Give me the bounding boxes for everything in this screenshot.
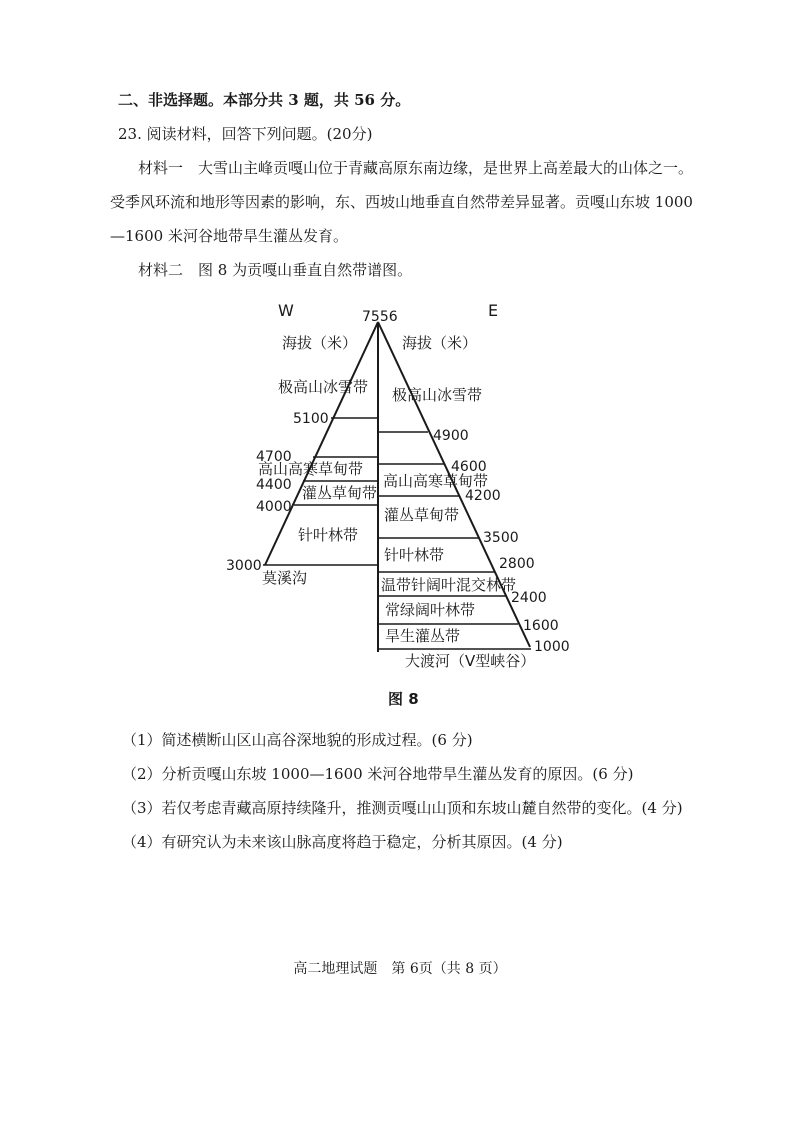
east-zone-shrub-meadow: 灌丛草甸带 <box>384 506 460 524</box>
sub-question-4: （4）有研究认为未来该山脉高度将趋于稳定，分析其原因。(4 分) <box>122 833 563 851</box>
west-base-label: 莫溪沟 <box>262 569 308 587</box>
east-elev-1600: 1600 <box>523 618 559 634</box>
sub-question-1: （1）简述横断山区山高谷深地貌的形成过程。(6 分) <box>122 731 473 749</box>
east-zone-alpine-meadow: 高山高寒草甸带 <box>383 472 489 490</box>
east-elev-2800: 2800 <box>499 556 535 572</box>
east-zone-mixed-forest: 温带针阔叶混交林带 <box>381 576 517 594</box>
material2-line: 材料二 图 8 为贡嘎山垂直自然带谱图。 <box>138 261 413 279</box>
sub-question-2: （2）分析贡嘎山东坡 1000—1600 米河谷地带旱生灌丛发育的原因。(6 分) <box>122 765 634 783</box>
page-footer: 高二地理试题 第 6页（共 8 页） <box>293 961 507 977</box>
east-axis-label: 海拔（米） <box>402 334 478 352</box>
west-elev-4700: 4700 <box>256 449 292 465</box>
east-elev-4600: 4600 <box>451 459 487 475</box>
west-zone-ice-snow: 极高山冰雪带 <box>278 378 369 396</box>
east-base-label: 大渡河（V型峡谷） <box>405 652 536 670</box>
peak-elevation: 7556 <box>362 309 398 325</box>
west-elev-4000: 4000 <box>256 499 292 515</box>
material1-line1: 材料一 大雪山主峰贡嘎山位于青藏高原东南边缘，是世界上高差最大的山体之一。 <box>138 159 694 177</box>
west-elev-3000: 3000 <box>226 558 262 574</box>
east-zone-xeric-shrub: 旱生灌丛带 <box>385 627 461 645</box>
east-direction-label: E <box>488 301 499 320</box>
west-zone-shrub-meadow: 灌丛草甸带 <box>302 484 378 502</box>
material1-line2: 受季风环流和地形等因素的影响，东、西坡山地垂直自然带差异显著。贡嘎山东坡 1000 <box>110 193 693 211</box>
sub-question-3: （3）若仅考虑青藏高原持续隆升，推测贡嘎山山顶和东坡山麓自然带的变化。(4 分) <box>122 799 683 817</box>
west-axis-label: 海拔（米） <box>282 334 358 352</box>
east-elev-3500: 3500 <box>483 530 519 546</box>
west-elev-4400: 4400 <box>256 477 292 493</box>
west-zone-coniferous: 针叶林带 <box>298 526 359 544</box>
west-direction-label: W <box>278 301 294 320</box>
question-title: 23. 阅读材料，回答下列问题。(20分) <box>118 125 373 143</box>
figure-caption: 图 8 <box>388 690 419 708</box>
east-zone-ice-snow: 极高山冰雪带 <box>392 386 483 404</box>
east-zone-evergreen-broadleaf: 常绿阔叶林带 <box>385 601 476 619</box>
west-zone-alpine-meadow: 高山高寒草甸带 <box>258 460 364 478</box>
section-heading: 二、非选择题。本部分共 3 题，共 56 分。 <box>118 91 411 109</box>
east-elev-1000: 1000 <box>534 639 570 655</box>
material1-line3: —1600 米河谷地带旱生灌丛发育。 <box>110 227 348 245</box>
west-elev-5100: 5100 <box>293 411 329 427</box>
east-zone-coniferous: 针叶林带 <box>384 546 445 564</box>
east-elev-4900: 4900 <box>433 428 469 444</box>
east-elev-2400: 2400 <box>511 590 547 606</box>
east-elev-4200: 4200 <box>465 488 501 504</box>
